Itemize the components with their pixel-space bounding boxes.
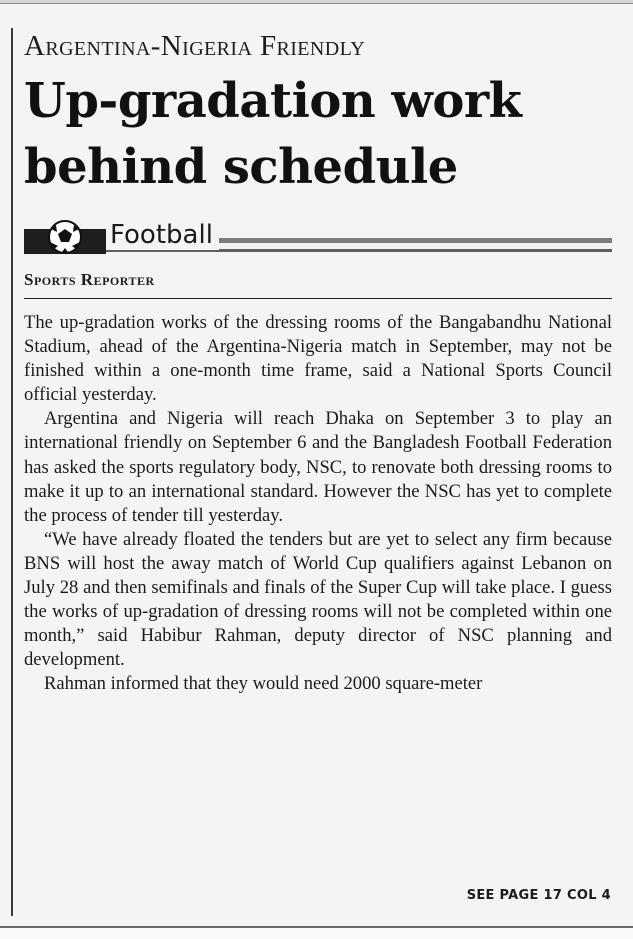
byline-rule <box>24 298 612 299</box>
top-border <box>0 0 633 4</box>
article <box>24 28 612 697</box>
kicker: Argentina-Nigeria Friendly <box>24 30 366 62</box>
paragraph: “We have already floated the tenders but are yet to select any firm because BNS will host the away match of World Cup qualifiers against Lebanon on July 28 and then semifinals and finals of the Super Cup will take place. I guess the works of up-gradation of dressing rooms will not be completed within one month,” said Habibur Rahman, deputy director of NSC planning and development. <box>24 528 612 671</box>
bottom-border <box>0 926 633 939</box>
headline: Up-gradation work behind schedule <box>24 73 522 195</box>
column-rule <box>11 28 13 916</box>
section-name: Football <box>106 220 219 250</box>
paragraph: Rahman informed that they would need 2000 square-meter <box>44 673 483 695</box>
paragraph: Argentina and Nigeria will reach Dhaka on September 3 to play an international friendly on September 6 and the Bangladesh Football Federation has asked the sports regulatory body, NSC, to renovate both dressing rooms to make it up to an international standard. However the NSC has yet to complete the process of tender till yesterday. <box>24 408 612 526</box>
football-icon <box>24 222 106 252</box>
article-body <box>24 311 612 697</box>
paragraph: The up-gradation works of the dressing rooms of the Bangabandhu National Stadium, ahead of the Argentina-Nigeria match in September, may not be finished within a one-month time frame, said a National Sports Council official yesterday. <box>24 312 612 406</box>
section-label <box>24 216 612 252</box>
continued-line: SEE PAGE 17 COL 4 <box>466 888 611 903</box>
byline: Sports Reporter <box>24 270 155 289</box>
